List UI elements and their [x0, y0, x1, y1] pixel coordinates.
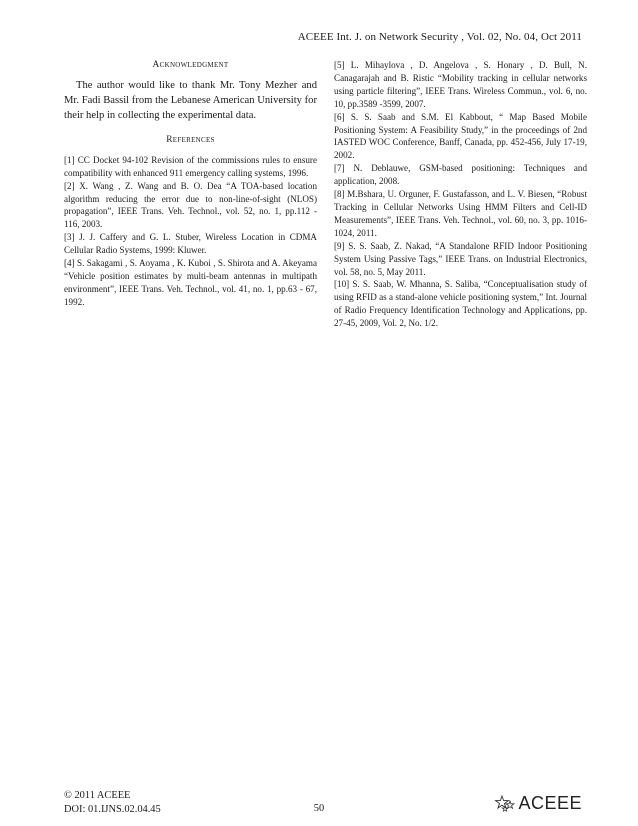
reference-item: [5] L. Mihaylova , D. Angelova , S. Honary , D. Bull, N. Canagarajah and B. Ristic “Mobility tracking in cellular networks using particle filtering”, IEEE Trans. Wireless Commun., vol. 6, no. 10, pp.3589 -3599, 2007.	[334, 60, 587, 109]
logo-text: ACEEE	[518, 793, 582, 813]
reference-item: [10] S. S. Saab, W. Mhanna, S. Saliba, “Conceptualisation study of using RFID as a stand-alone vehicle positioning system,” Int. Journal of Radio Frequency Identification Technology and Applications, pp. 27-45, 2009, Vol. 2, No. 1/2.	[334, 279, 587, 329]
publisher-logo	[494, 793, 582, 814]
reference-item: [4] S. Sakagami , S. Aoyama , K. Kuboi , S. Shirota and A. Akeyama “Vehicle position estimates by multi-beam antennas in multipath environment”, IEEE Trans. Veh. Technol., vol. 41, no. 1, pp.63 - 67, 1992.	[64, 258, 317, 307]
stars-logo-icon	[494, 795, 516, 813]
reference-item: [2] X. Wang , Z. Wang and B. O. Dea “A TOA-based location algorithm reducing the error due to non-line-of-sight (NLOS) propagation”, IEEE Trans. Veh. Technol., vol. 52, no. 1, pp.112 - 116, 2003.	[64, 180, 317, 230]
left-column	[64, 59, 317, 309]
right-column	[334, 59, 587, 330]
page-number: 50	[313, 803, 325, 814]
reference-item: [8] M.Bshara, U. Orguner, F. Gustafasson, and L. V. Biesen, “Robust Tracking in Cellular Networks Using HMM Filters and Cell-ID Measurements”, IEEE Trans. Veh. Technol., vol. 60, no. 3, pp. 1016-1024, 2011.	[334, 189, 587, 238]
references-heading: References	[166, 134, 215, 145]
acknowledgment-text: The author would like to thank Mr. Tony Mezher and Mr. Fadi Bassil from the Lebanese American University for their help in collecting the experimental data.	[64, 79, 317, 121]
reference-item: [7] N. Deblauwe, GSM-based positioning: Techniques and application, 2008.	[334, 163, 587, 187]
copyright-text: © 2011 ACEEE	[64, 790, 131, 801]
reference-item: [6] S. S. Saab and S.M. El Kabbout, “ Map Based Mobile Positioning System: A Feasibility Study,” in the proceedings of 2nd IASTED WOC Conference, Banff, Canada, pp. 452-456, July 17-19, 2002.	[334, 111, 587, 161]
reference-item: [9] S. S. Saab, Z. Nakad, “A Standalone RFID Indoor Positioning System Using Passive Tags,” IEEE Trans. on Industrial Electronics, vol. 58, no. 5, May 2011.	[334, 240, 587, 277]
acknowledgment-heading: Acknowledgment	[152, 60, 229, 70]
reference-item: [3] J. J. Caffery and G. L. Stuber, Wireless Location in CDMA Cellular Radio Systems, 1999: Kluwer.	[64, 232, 317, 256]
doi-text: DOI: 01.IJNS.02.04.45	[64, 804, 161, 815]
running-header: ACEEE Int. J. on Network Security , Vol. 02, No. 04, Oct 2011	[297, 31, 582, 43]
reference-item: [1] CC Docket 94-102 Revision of the commissions rules to ensure compatibility with enhanced 911 emergency calling systems, 1996.	[64, 154, 317, 178]
